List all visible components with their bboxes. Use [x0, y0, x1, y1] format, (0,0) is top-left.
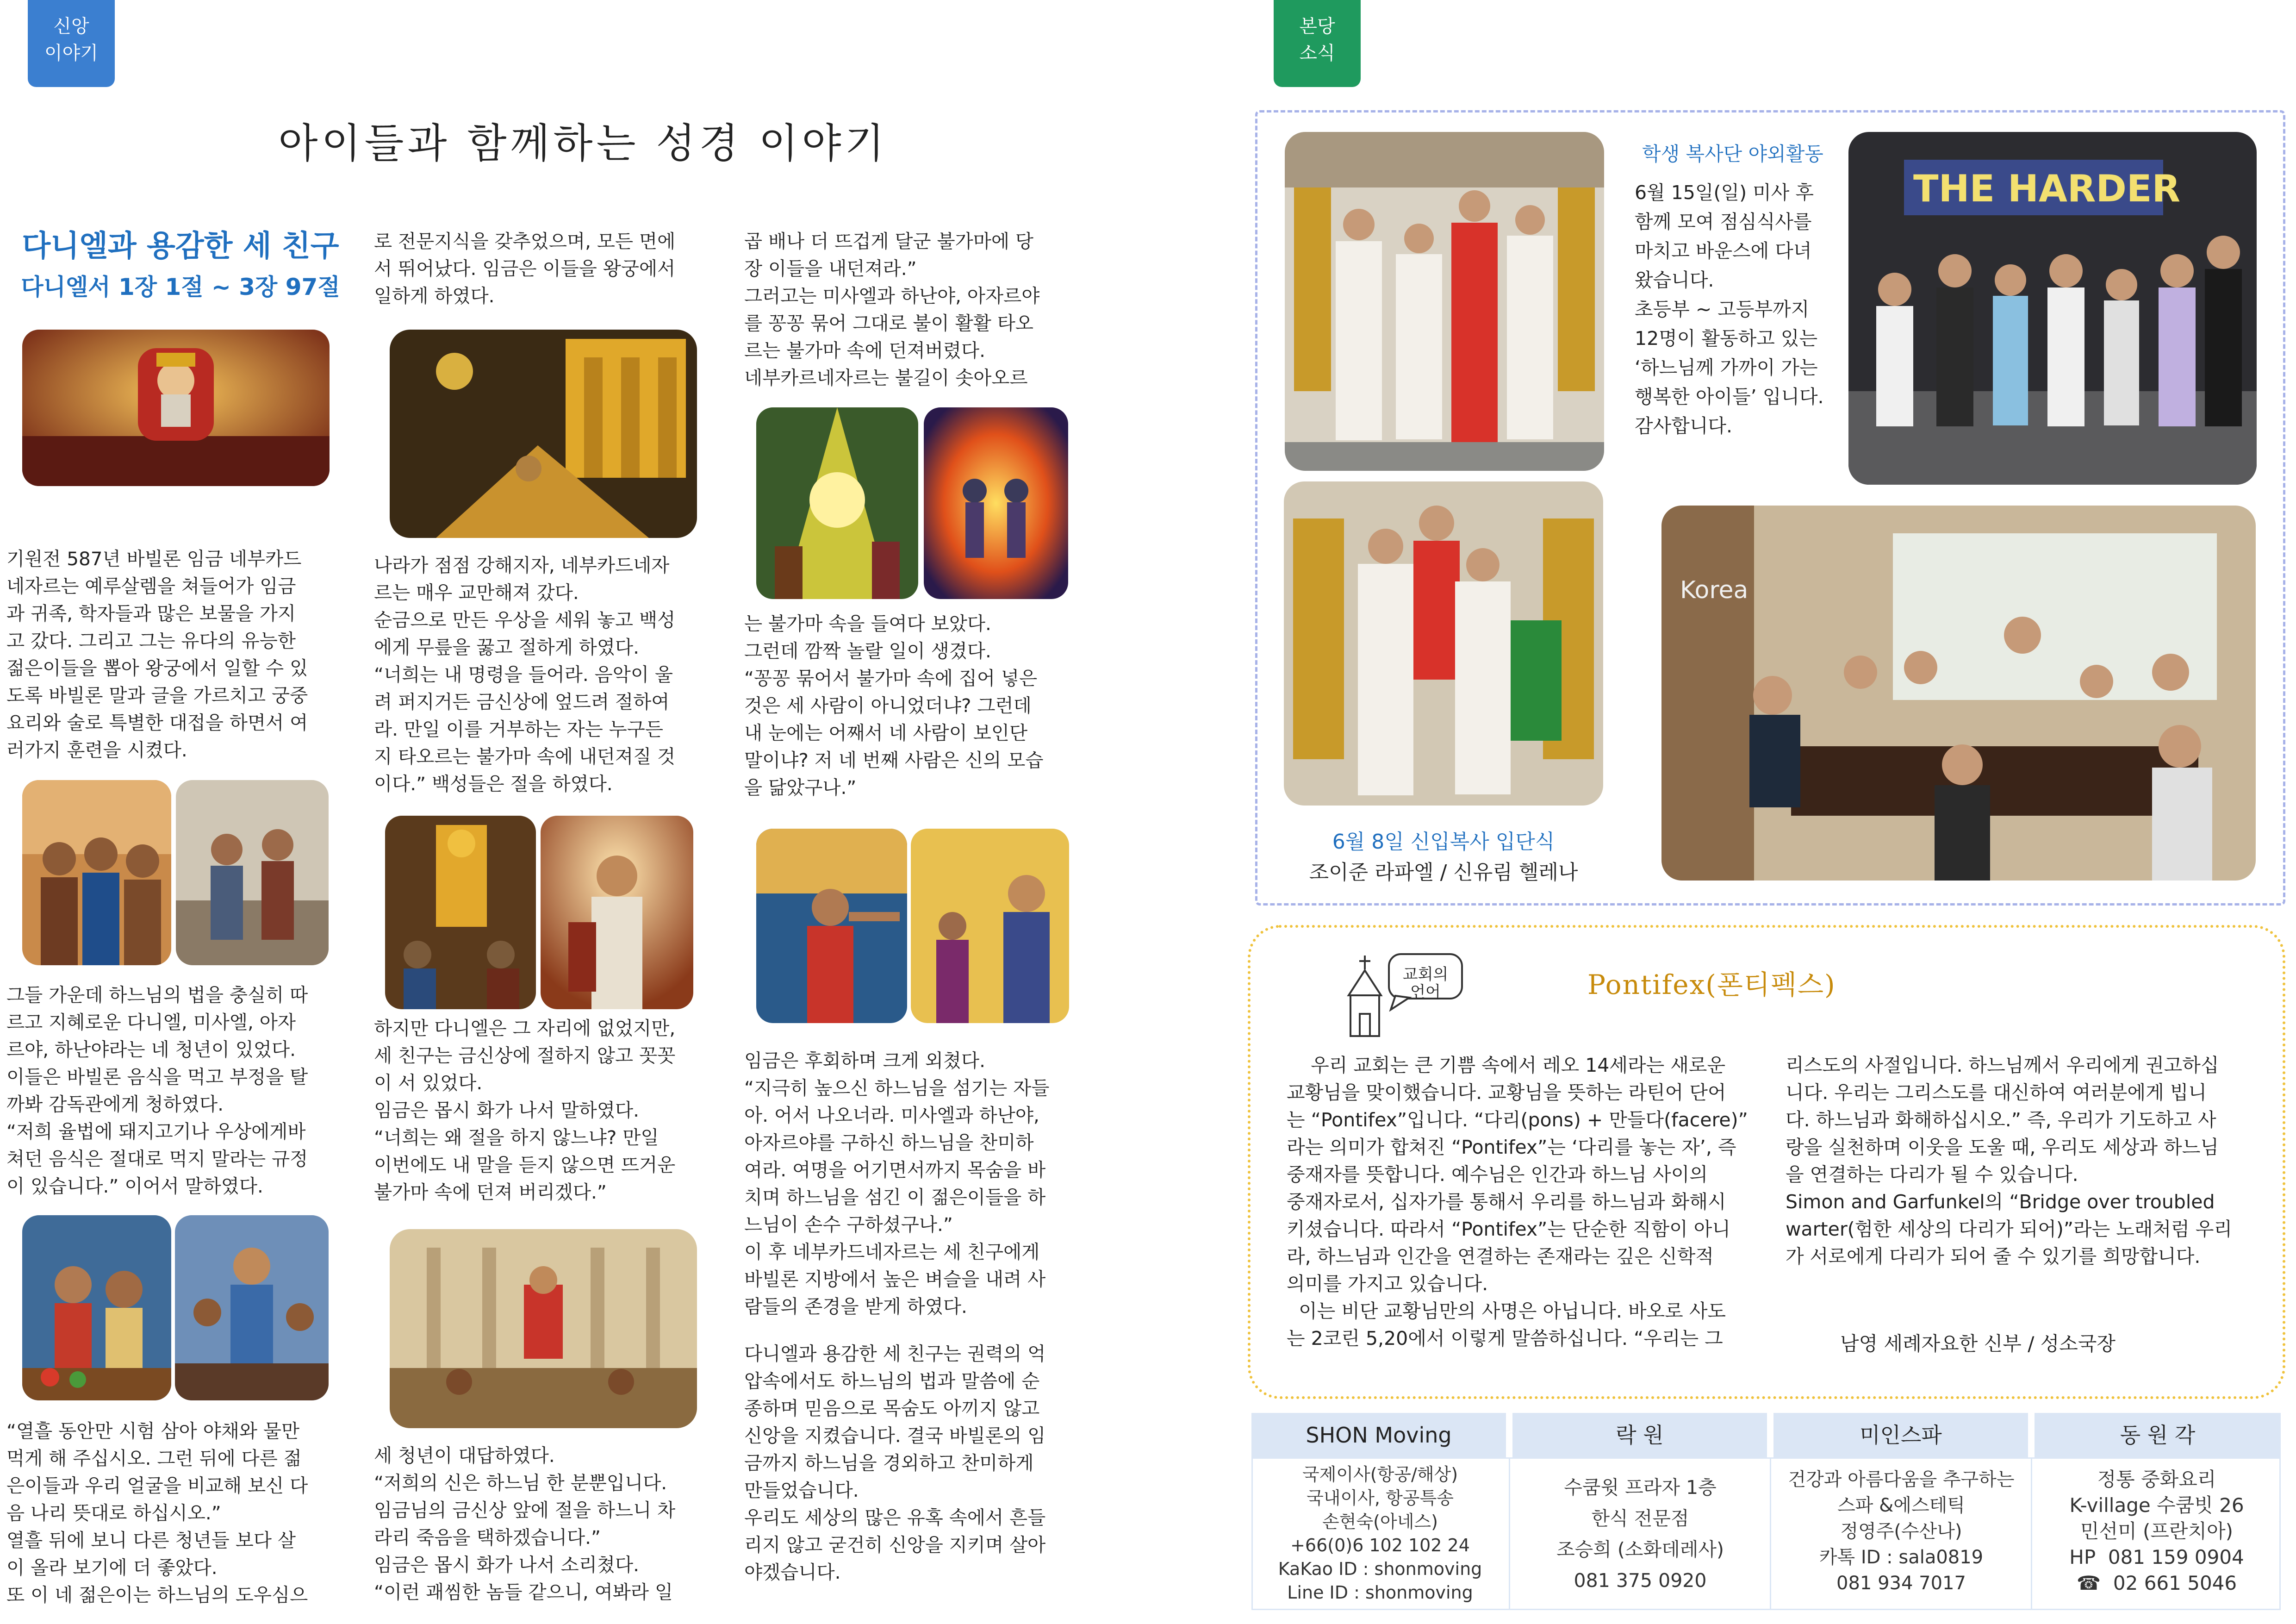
scripture-reference: 다니엘서 1장 1절 ~ 3장 97절 [21, 274, 340, 300]
col3-paragraph-4: 다니엘과 용감한 세 친구는 권력의 억 압속에서도 하느님의 법과 말씀에 순 종하며 믿음으로 목숨도 아끼지 않고 신앙을 지켰습니다. 결국 바빌론의 임 금까지 하느님을 경외하고 찬미하게 만들었습니다. 우리도 세상의 많은 유혹 속에서 흔들 리지 않고 굳건히 신앙을 지키며 살아 야겠습니다. [744, 1343, 1046, 1583]
ad-body-rakwon: 수쿰윗 프라자 1층 한식 전문점 조승희 (소화데레사) 081 375 0920 [1556, 1476, 1724, 1592]
illustration-court-scene [176, 780, 329, 965]
section-tab-parish-news [1274, 0, 1361, 87]
induction-names: 조이준 라파엘 / 신유림 헬레나 [1309, 861, 1578, 884]
col2-paragraph-2: 나라가 점점 강해지자, 네부카드네자 르는 매우 교만해져 갔다. 순금으로 만든 우상을 세워 놓고 백성 에게 무릎을 꿇고 절하게 하였다. “너희는 내 명령을 들어라. 음악이 울 려 퍼지거든 금신상에 엎드려 절하여 라. 만일 이를 거부하는 자는 누구든 지 타오르는 불가마 속에 내던져질 것 이다.” 백성들은 절을 하였다. [374, 554, 676, 795]
photo-sign-text: THE HARDER [1913, 167, 2181, 210]
section-tab-faith [28, 0, 115, 87]
ad-body-miin-spa: 건강과 아름다움을 추구하는 스파 &에스테틱 정영주(수산나) 카톡 ID : sala0819 081 934 7017 [1788, 1469, 2015, 1594]
ad-header-dongwongak: 동 원 각 [2035, 1413, 2281, 1457]
illustration-king-pointing [756, 829, 907, 1023]
ad-header-miin-spa: 미인스파 [1773, 1413, 2028, 1457]
col3-paragraph-2: 는 불가마 속을 들여다 보았다. 그런데 깜짝 놀랄 일이 생겼다. “꽁꽁 묶어서 불가마 속에 집어 넣은 것은 세 사람이 아니었더냐? 그런데 내 눈에는 어째서 네 사람이 보인단 말이냐? 저 네 번째 사람은 신의 모습 을 닮았구나.” [744, 612, 1044, 799]
ad-header-rakwon: 락 원 [1512, 1413, 1767, 1457]
ad-body-shon-moving: 국제이사(항공/해상) 국내이사, 항공특송 손현숙(아네스) +66(0)6 102 102 24 KaKao ID : shonmoving Line ID : shonmoving [1278, 1464, 1482, 1603]
illustration-furnace-bright [756, 407, 918, 599]
illustration-furnace-fire [924, 407, 1068, 599]
col2-paragraph-4: 세 청년이 대답하였다. “저희의 신은 하느님 한 분뿐입니다. 임금님의 금신상 앞에 절을 하느니 차 라리 죽음을 택하겠습니다.” 임금은 몹시 화가 나서 소리쳤다. “이런 괘씸한 놈들 같으니, 여봐라 일 [374, 1444, 676, 1603]
ads-divider-1 [1509, 1457, 1510, 1610]
tab-label-line2: 이야기 [44, 43, 98, 64]
illustration-king-throne [22, 330, 330, 486]
col2-paragraph-1: 로 전문지식을 갖추었으며, 모든 면에 서 뛰어났다. 임금은 이들을 왕궁에서 일하게 하였다. [374, 230, 676, 307]
col2-paragraph-3: 하지만 다니엘은 그 자리에 없었지만, 세 친구는 금신상에 절하지 않고 꼿꼿 이 서 있었다. 임금은 몹시 화가 나서 말하였다. “너희는 왜 절을 하지 않느냐? 만일 이번에도 내 말을 듣지 않으면 뜨거운 불가마 속에 던져 버리겠다.” [374, 1017, 676, 1203]
illustration-healthy-youths [175, 1215, 329, 1400]
outing-title: 학생 복사단 야외활동 [1642, 143, 1823, 165]
speech-bubble-line2: 언어 [1410, 983, 1441, 1001]
photo-outing-group [1848, 132, 2257, 485]
col3-paragraph-3: 임금은 후회하며 크게 외쳤다. “지극히 높으신 하느님을 섬기는 자들 아. 어서 나오너라. 미사엘과 하난야, 아자르야를 구하신 하느님을 찬미하 여라. 여명을 어기면서까지 목숨을 바 치며 하느님을 섬긴 이 젊은이들을 하 느님이 손수 구하셨구나.” 이 후 네부카드네자르는 세 친구에게 바빌론 지방에서 높은 벼슬을 내려 사 람들의 존경을 받게 하였다. [744, 1049, 1050, 1318]
ads-divider-2 [1770, 1457, 1771, 1610]
pontifex-signature: 남영 세례자요한 신부 / 성소국장 [1840, 1332, 2116, 1355]
church-icon [1347, 954, 1383, 1038]
col1-paragraph-3: “열흘 동안만 시험 삼아 야채와 물만 먹게 해 주십시오. 그런 뒤에 다른 젊 은이들과 우리 얼굴을 비교해 보신 다 음 나리 뜻대로 하십시오.” 열흘 뒤에 보니 다른 청년들 보다 살 이 올라 보기에 더 좋았다. 또 이 네 젊은이는 하느님의 도우심으 [6, 1420, 308, 1606]
photo-lunch [1661, 506, 2256, 881]
pontifex-title: Pontifex(폰티펙스) [1587, 969, 1836, 1000]
illustration-young-men [22, 780, 171, 965]
tab-label-line2: 소식 [1299, 43, 1335, 64]
col1-paragraph-1: 기원전 587년 바빌론 임금 네부카드 네자르는 예루살렘을 쳐들어가 임금 과 귀족, 학자들과 많은 보물을 가지 고 갔다. 그리고 그는 유다의 유능한 젊은이들을 뽑아 왕궁에서 일할 수 있 도록 바빌론 말과 글을 가르치고 궁중 요리와 술로 특별한 대접을 하면서 여 러가지 훈련을 시켰다. [6, 548, 308, 761]
photo-altar-servers-group [1285, 132, 1604, 471]
pontifex-left-column: 우리 교회는 큰 기쁨 속에서 레오 14세라는 새로운 교황님을 맞이했습니다. 교황님을 뜻하는 라틴어 단어 는 “Pontifex”입니다. “다리(pons) + 만들다(facere)” 라는 의미가 합쳐진 “Pontifex”는 ‘다리를 놓는 자’, 즉 중재자를 뜻합니다. 예수님은 인간과 하느님 사이의 중재자로서, 십자가를 통해서 우리를 하느님과 화해시 키셨습니다. 따라서 “Pontifex”는 단순한 직함이 아니 라, 하느님과 인간을 연결하는 존재라는 깊은 신학적 의미를 가지고 있습니다. 이는 비단 교황님만의 사명은 아닙니다. 바오로 사도 는 2코린 5,20에서 이렇게 말씀하십니다. “우리는 그 [1287, 1054, 1748, 1349]
illustration-bowing [385, 816, 536, 1009]
ads-divider-3 [2031, 1457, 2032, 1610]
illustration-king-praising [911, 829, 1069, 1023]
speech-bubble-line1: 교회의 [1402, 965, 1449, 984]
photo-induction [1284, 481, 1603, 806]
col3-paragraph-1: 곱 배나 더 뜨겁게 달군 불가마에 당 장 이들을 내던져라.” 그러고는 미사엘과 하난야, 아자르야 를 꽁꽁 묶어 그대로 불이 활활 타오 르는 불가마 속에 던져버렸다. 네부카르네자르는 불길이 솟아오르 [744, 230, 1040, 389]
illustration-golden-statue [390, 330, 697, 538]
story-title: 다니엘과 용감한 세 친구 [22, 229, 339, 263]
illustration-daniel-light [541, 816, 693, 1009]
ad-header-shon-moving: SHON Moving [1251, 1413, 1506, 1457]
photo-sign-text-2: Korea [1680, 576, 1748, 604]
induction-title: 6월 8일 신입복사 입단식 [1332, 830, 1555, 854]
page-title: 아이들과 함께하는 성경 이야기 [278, 119, 888, 167]
tab-label-line1: 신앙 [53, 16, 89, 37]
pontifex-right-column: 리스도의 사절입니다. 하느님께서 우리에게 권고하십 니다. 우리는 그리스도를 대신하여 여러분에게 빕니 다. 하느님과 화해하십시오.” 즉, 우리가 기도하고 사 랑을 실천하며 이웃을 도울 때, 우리도 세상과 하느님 을 연결하는 다리가 될 수 있습니다. Simon and Garfunkel의 “Bridge over troubled warter(험한 세상의 다리가 되어)”라는 노래처럼 우리 가 서로에게 다리가 되어 줄 수 있기를 희망합니다. [1786, 1054, 2232, 1268]
illustration-vegetables [22, 1215, 171, 1400]
ad-body-dongwongak: 정통 중화요리 K-village 수쿰빗 26 민선미 (프란치아) HP 081 159 0904 ☎ 02 661 5046 [2069, 1468, 2244, 1594]
outing-description: 6월 15일(일) 미사 후 함께 모여 점심식사를 마치고 바운스에 다녀 왔습니다. 초등부 ~ 고등부까지 12명이 활동하고 있는 ‘하느님께 가까이 가는 행복한 아이들’ 입니다. 감사합니다. [1635, 181, 1824, 437]
illustration-palace [390, 1229, 697, 1428]
tab-label-line1: 본당 [1299, 16, 1335, 37]
col1-paragraph-2: 그들 가운데 하느님의 법을 충실히 따 르고 지혜로운 다니엘, 미사엘, 아자 르야, 하난야라는 네 청년이 있었다. 이들은 바빌론 음식을 먹고 부정을 탈 까봐 감독관에게 청하였다. “저희 율법에 돼지고기나 우상에게바 쳐던 음식은 절대로 먹지 말라는 규정 이 있습니다.” 이어서 말하였다. [6, 984, 308, 1197]
speech-bubble-icon [1386, 951, 1465, 1012]
